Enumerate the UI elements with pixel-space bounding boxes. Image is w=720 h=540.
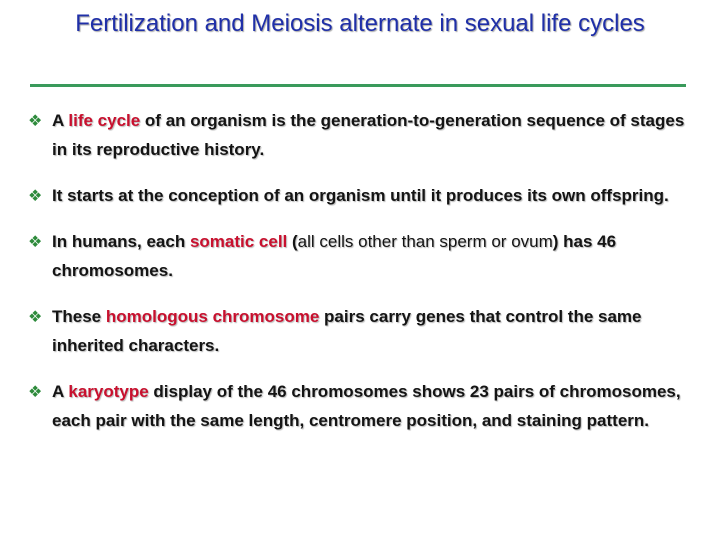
bullet-life-cycle [28,106,698,164]
bullet-list [28,106,698,435]
bullet-text: ( [287,232,298,251]
diamond-bullet-icon: ❖ [28,111,43,130]
diamond-bullet-icon: ❖ [28,382,43,401]
title-divider [30,84,686,87]
bullet-text: A [52,111,69,130]
highlighted-term: karyotype [68,382,149,401]
parenthetical-note: all cells other than sperm or ovum [297,232,553,251]
bullet-text: These [52,307,106,326]
bullet-text: pairs carry genes that control the same inherited characters. [52,307,642,355]
highlighted-term: somatic cell [189,232,288,251]
diamond-bullet-icon: ❖ [28,307,43,326]
bullet-text: display of the 46 chromosomes shows 23 pairs of chromosomes, each pair with the same length, centromere position, and staining pattern. [52,382,681,430]
diamond-bullet-icon: ❖ [28,232,43,251]
bullet-conception [28,181,698,210]
bullet-somatic-cell [28,227,698,285]
bullet-homologous [28,302,698,360]
bullet-karyotype [28,377,698,435]
highlighted-term: life cycle [68,111,141,130]
bullet-text: A [52,382,69,401]
bullet-text: In humans, each [52,232,190,251]
bullet-text: ) has 46 chromosomes. [52,232,617,280]
bullet-text: of an organism is the generation-to-generation sequence of stages in its reproductive history. [52,111,685,159]
diamond-bullet-icon: ❖ [28,186,43,205]
slide-title: Fertilization and Meiosis alternate in sexual life cycles [75,10,645,37]
bullet-text: It starts at the conception of an organism until it produces its own offspring. [52,186,669,205]
highlighted-term: homologous chromosome [105,307,320,326]
